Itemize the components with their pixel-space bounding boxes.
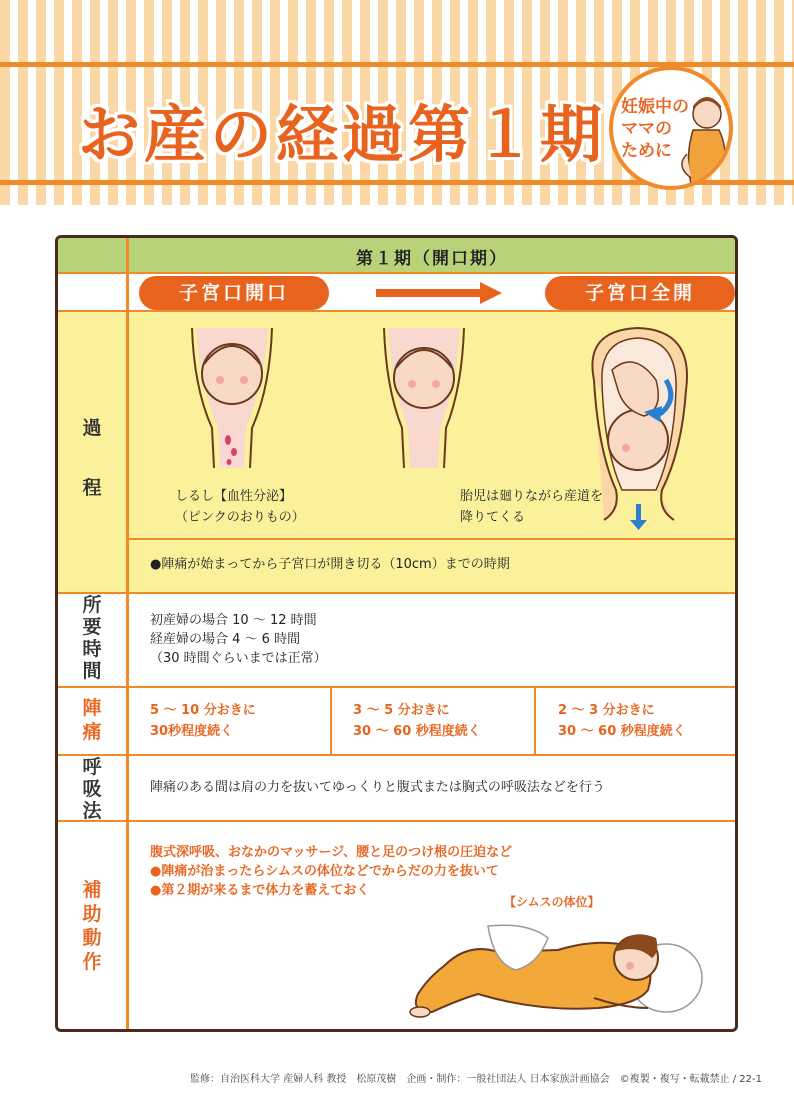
contractions-col1-line1: 5 ～ 10 分おきに: [150, 703, 256, 718]
assist-row: [58, 822, 735, 1029]
duration-label-2: 要: [82, 616, 102, 638]
breathing-label-2: 吸: [82, 778, 102, 800]
cervix-opening-illustration: [182, 328, 282, 468]
breathing-label-3: 法: [82, 800, 102, 822]
contractions-label-1: 陣: [82, 697, 102, 719]
cervix-dilating-illustration: [374, 328, 474, 468]
sims-position-illustration: [398, 908, 708, 1026]
breathing-text: 陣痛のある間は肩の力を抜いてゆっくりと腹式または胸式の呼吸法などを行う: [150, 780, 605, 795]
pregnancy-badge: [609, 66, 733, 190]
duration-row: [58, 594, 735, 688]
duration-label-1: 所: [82, 594, 102, 616]
contractions-col3-line1: 2 ～ 3 分おきに: [558, 703, 655, 718]
process-caption-left-2: （ピンクのおりもの）: [175, 510, 305, 525]
stage-start-pill: 子宮口開口: [139, 276, 329, 310]
process-caption-right-1: 胎児は廻りながら産道を: [460, 489, 604, 504]
duration-line-2: 経産婦の場合 4 ～ 6 時間: [150, 632, 301, 647]
phase-header: 第１期（開口期）: [356, 249, 508, 269]
badge-label: [621, 96, 691, 162]
contractions-col3-line2: 30 ～ 60 秒程度続く: [558, 724, 686, 739]
page-title: お産の経過第１期: [78, 98, 607, 171]
process-note: ●陣痛が始まってから子宮口が開き切る（10cm）までの時期: [150, 557, 510, 572]
contractions-row: [58, 688, 735, 756]
contractions-label: [58, 696, 126, 744]
badge-line-3: ために: [621, 141, 672, 161]
duration-line-3: （30 時間ぐらいまでは正常）: [150, 651, 327, 666]
breathing-label-1: 呼: [82, 756, 102, 778]
assist-label-2: 助: [82, 903, 102, 925]
assist-label-1: 補: [82, 879, 102, 901]
labor-stage-table: [55, 235, 738, 1032]
footer-credits: 監修：自治医科大学 産婦人科 教授 松原茂樹 企画・制作：一般社団法人 日本家族計画協会 ©複製・複写・転載禁止 / 22-1: [190, 1074, 762, 1085]
duration-label: [58, 594, 126, 682]
contractions-label-2: 痛: [82, 721, 102, 743]
process-row: [58, 312, 735, 594]
contractions-col2-line2: 30 ～ 60 秒程度続く: [353, 724, 481, 739]
phase-header-row: [58, 238, 735, 274]
assist-label-3: 動: [82, 927, 102, 949]
contractions-divider-2: [534, 688, 536, 754]
process-caption-right-2: 降りてくる: [460, 510, 526, 525]
contractions-divider-1: [330, 688, 332, 754]
process-label-1: 過: [82, 417, 102, 439]
stage-end-pill: 子宮口全開: [545, 276, 735, 310]
sims-caption: 【シムスの体位】: [504, 895, 600, 909]
assist-line-3: ●第２期が来るまで体力を蓄えておく: [150, 883, 370, 898]
duration-line-1: 初産婦の場合 10 ～ 12 時間: [150, 613, 317, 628]
duration-label-4: 間: [82, 660, 102, 682]
contractions-col1-line2: 30秒程度続く: [150, 724, 234, 739]
duration-label-3: 時: [82, 638, 102, 660]
assist-line-2: ●陣痛が治まったらシムスの体位などでからだの力を抜いて: [150, 864, 499, 879]
breathing-label: [58, 756, 126, 822]
assist-label-4: 作: [82, 951, 102, 973]
process-caption-left-1: しるし【血性分泌】: [175, 489, 293, 504]
process-divider: [129, 538, 735, 540]
process-label-2: 程: [82, 477, 102, 499]
breathing-row: [58, 756, 735, 822]
arrow-right-icon: [376, 282, 504, 304]
stage-row: [58, 274, 735, 312]
label-column-divider: [126, 238, 129, 1029]
assist-label: [58, 878, 126, 974]
badge-line-2: ママの: [621, 119, 672, 139]
assist-line-1: 腹式深呼吸、おなかのマッサージ、腰と足のつけ根の圧迫など: [150, 845, 513, 860]
contractions-col2-line1: 3 ～ 5 分おきに: [353, 703, 450, 718]
badge-line-1: 妊娠中の: [621, 97, 689, 117]
